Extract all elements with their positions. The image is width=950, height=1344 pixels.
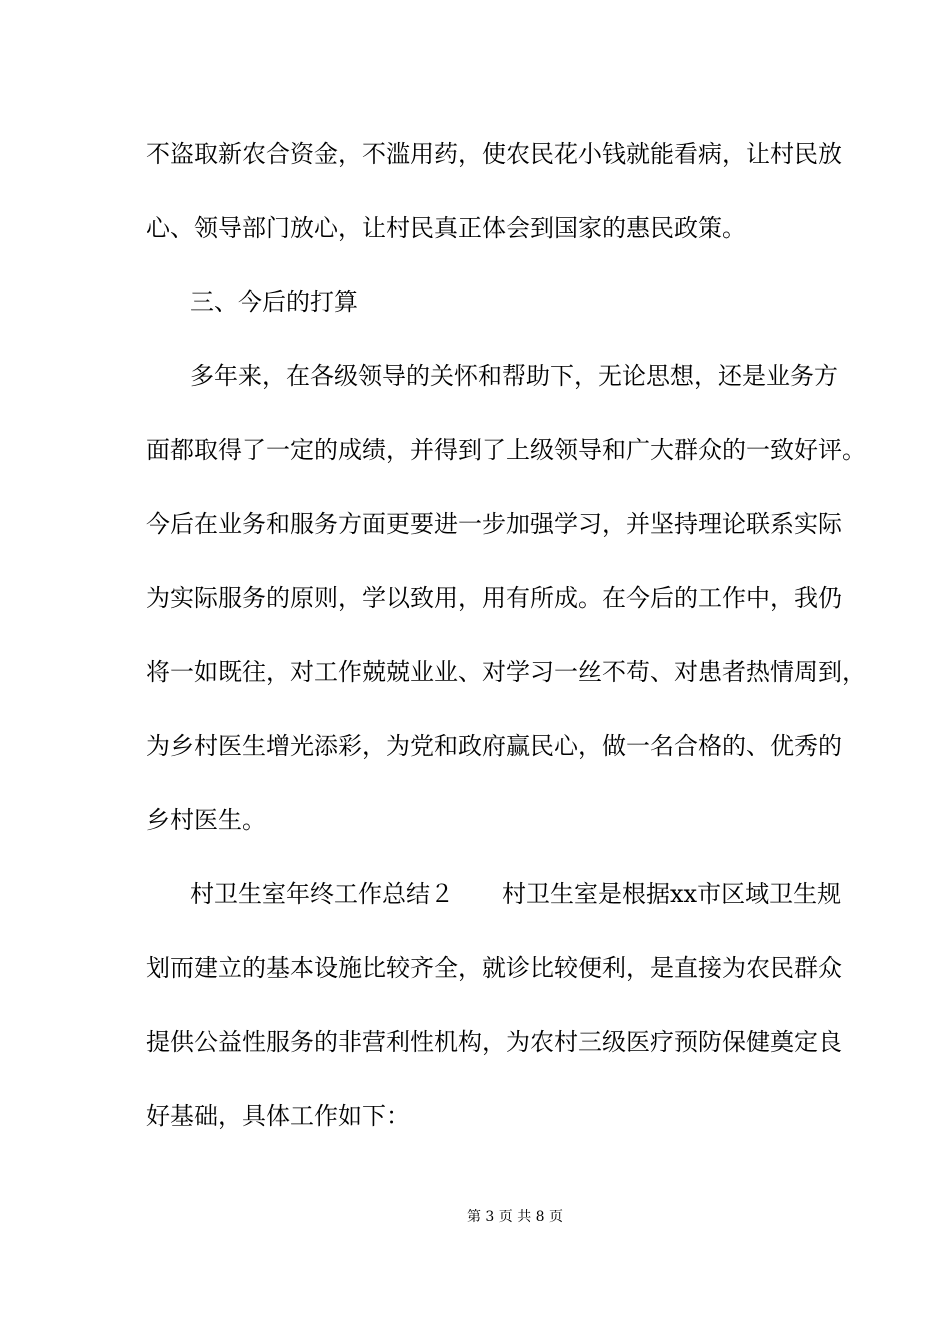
text-line: 面都取得了一定的成绩，并得到了上级领导和广大群众的一致好评。 bbox=[146, 436, 866, 464]
page-number-footer: 第 3 页 共 8 页 bbox=[466, 1209, 564, 1225]
text-line: 心、领导部门放心，让村民真正体会到国家的惠民政策。 bbox=[146, 214, 746, 242]
text-line: 划而建立的基本设施比较齐全，就诊比较便利，是直接为农民群众 bbox=[146, 954, 842, 982]
text-line: 不盗取新农合资金，不滥用药，使农民花小钱就能看病，让村民放 bbox=[146, 140, 842, 168]
section-heading: 三、今后的打算 bbox=[190, 288, 358, 316]
text-line: 多年来，在各级领导的关怀和帮助下，无论思想，还是业务方 bbox=[190, 362, 838, 390]
text-line: 村卫生室年终工作总结２ 村卫生室是根据xx市区域卫生规 bbox=[190, 880, 842, 908]
text-line: 好基础，具体工作如下： bbox=[146, 1102, 410, 1130]
text-line: 乡村医生。 bbox=[146, 806, 266, 834]
text-line: 提供公益性服务的非营利性机构，为农村三级医疗预防保健奠定良 bbox=[146, 1028, 842, 1056]
text-line: 为实际服务的原则，学以致用，用有所成。在今后的工作中，我仍 bbox=[146, 584, 842, 612]
text-line: 今后在业务和服务方面更要进一步加强学习，并坚持理论联系实际 bbox=[146, 510, 842, 538]
text-line: 为乡村医生增光添彩，为党和政府赢民心，做一名合格的、优秀的 bbox=[146, 732, 842, 760]
text-line: 将一如既往，对工作兢兢业业、对学习一丝不苟、对患者热情周到， bbox=[146, 658, 866, 686]
